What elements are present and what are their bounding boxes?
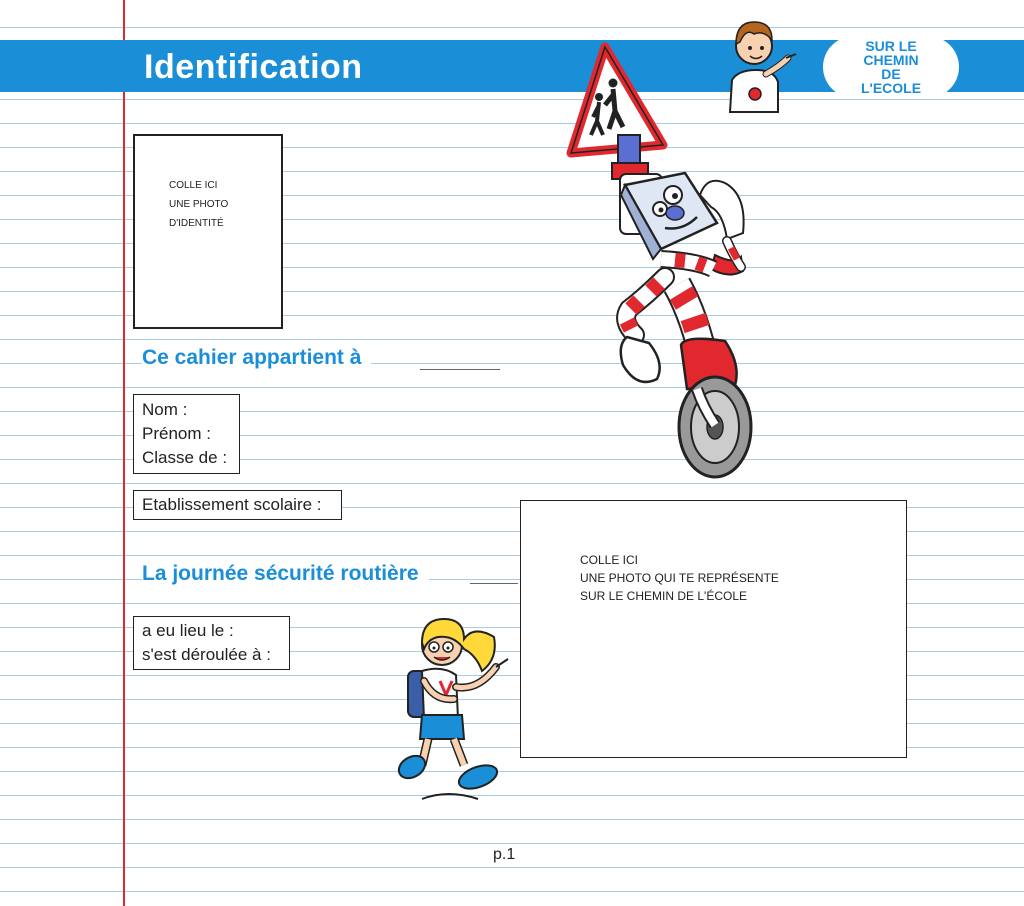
school-crossing-sign-mascot-icon	[565, 45, 760, 485]
section-title-safety-day: La journée sécurité routière	[142, 562, 429, 586]
photo-route-box	[520, 500, 907, 758]
notebook-margin-line	[123, 0, 125, 906]
header-badge: SUR LE CHEMIN DE L'ECOLE	[823, 36, 959, 98]
safety-day-fields-box	[133, 616, 290, 670]
page-title: Identification	[144, 48, 363, 86]
photo-id-box	[133, 134, 283, 329]
photo-id-instruction: COLLE ICI UNE PHOTO D'IDENTITÉ	[169, 180, 229, 229]
field-classe[interactable]: Classe de :	[142, 448, 228, 467]
photo-route-instruction: COLLE ICI UNE PHOTO QUI TE REPRÉSENTE SUR LE CHEMIN DE L'ÉCOLE	[580, 553, 779, 603]
field-etablissement[interactable]: Etablissement scolaire :	[142, 495, 322, 514]
field-lieu[interactable]: s'est déroulée à :	[142, 645, 271, 664]
field-prenom[interactable]: Prénom :	[142, 424, 211, 443]
school-field-box	[133, 490, 342, 520]
field-nom[interactable]: Nom :	[142, 400, 188, 419]
section-underline	[420, 369, 500, 370]
section-title-owner: Ce cahier appartient à	[142, 346, 371, 370]
field-date[interactable]: a eu lieu le :	[142, 621, 234, 640]
page-number: p.1	[493, 846, 516, 863]
section-underline	[470, 583, 518, 584]
girl-with-backpack-icon	[398, 615, 513, 805]
owner-fields-box	[133, 394, 240, 474]
